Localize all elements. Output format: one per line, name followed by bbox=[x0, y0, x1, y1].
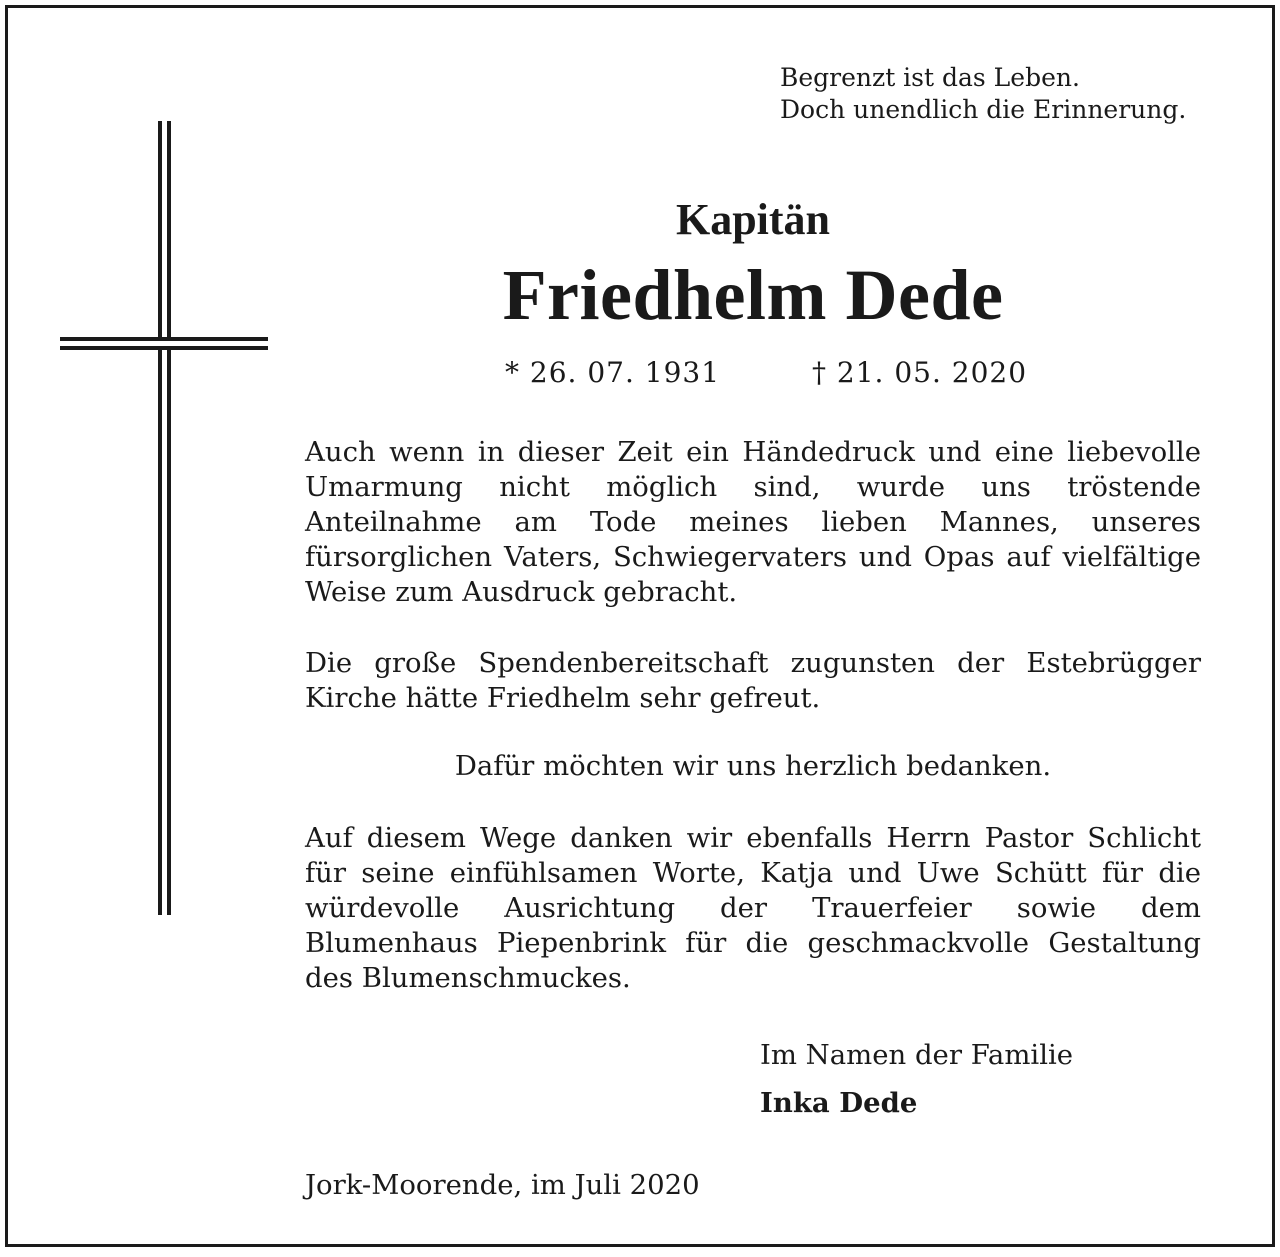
paragraph-donations: Die große Spendenbereitschaft zugunsten der Estebrügger Kirche hätte Friedhelm sehr gefreut. bbox=[305, 647, 1201, 714]
deceased-title: Kapitän bbox=[675, 195, 831, 244]
paragraph-condolences: Auch wenn in dieser Zeit ein Händedruck und eine liebevolle Umarmung nicht möglich sind, wurde uns tröstende Anteilnahme am Tode meines lieben Mannes, unseres fürsorglichen Vaters, Schwiegervaters und Opas auf vielfältige Weise zum Ausdruck gebracht. bbox=[305, 436, 1201, 608]
paragraph-acknowledgements: Auf diesem Wege danken wir ebenfalls Herrn Pastor Schlicht für seine einfühlsamen Worte, Katja und Uwe Schütt für die würdevolle Ausrichtung der Trauerfeier sowie dem Blumenhaus Piepenbrink für die geschmackvolle Gestaltung des Blumenschmuckes. bbox=[305, 822, 1201, 994]
paragraph-thanks: Dafür möchten wir uns herzlich bedanken. bbox=[454, 750, 1052, 782]
motto-line-2: Doch unendlich die Erinnerung. bbox=[780, 95, 1187, 124]
signer-name: Inka Dede bbox=[760, 1087, 918, 1119]
deceased-name: Friedhelm Dede bbox=[502, 255, 1004, 335]
obituary-notice bbox=[5, 5, 1275, 1247]
birth-date: * 26. 07. 1931 bbox=[505, 356, 721, 389]
motto-line-1: Begrenzt ist das Leben. bbox=[780, 63, 1080, 92]
motto bbox=[780, 62, 1186, 126]
place-and-date: Jork-Moorende, im Juli 2020 bbox=[305, 1169, 700, 1201]
death-date: † 21. 05. 2020 bbox=[812, 356, 1028, 389]
closing-phrase: Im Namen der Familie bbox=[760, 1039, 1074, 1071]
cross-icon bbox=[60, 121, 268, 915]
